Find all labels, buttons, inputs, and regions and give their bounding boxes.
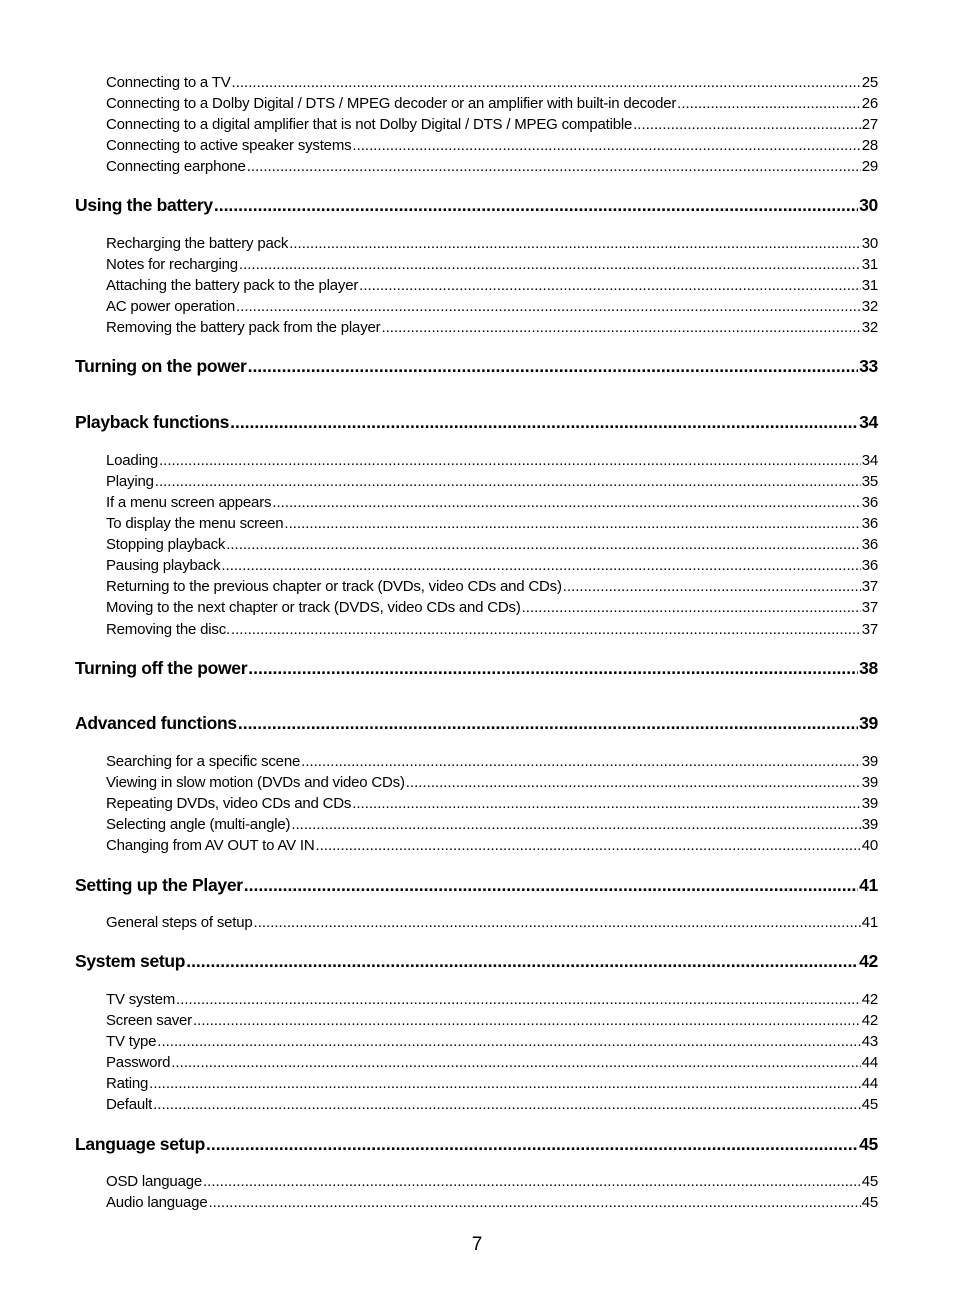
toc-entry-title: To display the menu screen [106, 515, 284, 532]
toc-entry-title: Turning on the power [75, 356, 247, 376]
toc-heading [75, 658, 878, 679]
toc-entry-title: Advanced functions [75, 713, 237, 733]
toc-entry-page: 43 [861, 1033, 878, 1050]
toc-entry [106, 95, 878, 112]
toc-entry [106, 753, 878, 770]
toc-entry-title: Setting up the Player [75, 875, 243, 895]
toc-entry-page: 37 [861, 621, 878, 638]
toc-entry [106, 116, 878, 133]
toc-entry-page: 39 [859, 713, 878, 733]
toc-entry-page: 38 [859, 658, 878, 678]
toc-entry-page: 39 [861, 795, 878, 812]
toc-entry-title: Connecting to a Dolby Digital / DTS / MPEG decoder or an amplifier with built-in decoder [106, 95, 677, 112]
toc-entry [106, 557, 878, 574]
toc-entry [106, 494, 878, 511]
toc-entry [106, 774, 878, 791]
toc-entry-title: Attaching the battery pack to the player [106, 277, 359, 294]
dot-leader [254, 914, 861, 931]
dot-leader [522, 599, 861, 616]
toc-entry [106, 621, 878, 638]
toc-entry-page: 33 [859, 356, 878, 376]
dot-leader [248, 658, 858, 679]
toc-entry [106, 578, 878, 595]
toc-entry-page: 41 [859, 875, 878, 895]
toc-entry-title: Using the battery [75, 195, 213, 215]
toc-entry-title: Default [106, 1096, 153, 1113]
toc-entry-page: 26 [861, 95, 878, 112]
dot-leader [247, 158, 861, 175]
toc-heading [75, 412, 878, 433]
toc-entry-title: Selecting angle (multi-angle) [106, 816, 291, 833]
toc-entry-page: 29 [861, 158, 878, 175]
dot-leader [221, 557, 860, 574]
dot-leader [563, 578, 861, 595]
toc-entry-title: Repeating DVDs, video CDs and CDs [106, 795, 352, 812]
toc-entry-title: Playing [106, 473, 154, 490]
toc-entry-title: System setup [75, 951, 186, 971]
toc-entry-title: Recharging the battery pack [106, 235, 289, 252]
toc-entry [106, 319, 878, 336]
toc-entry-page: 36 [861, 515, 878, 532]
toc-entry-page: 32 [861, 298, 878, 315]
dot-leader [352, 137, 860, 154]
toc-entry-page: 35 [861, 473, 878, 490]
dot-leader [406, 774, 861, 791]
toc-entry-title: TV type [106, 1033, 157, 1050]
toc-entry-page: 45 [861, 1096, 878, 1113]
toc-entry-page: 42 [861, 1012, 878, 1029]
toc-heading [75, 1134, 878, 1155]
toc-entry-title: OSD language [106, 1173, 203, 1190]
toc-entry-page: 25 [861, 74, 878, 91]
toc-entry [106, 74, 878, 91]
dot-leader [232, 74, 861, 91]
toc-entry [106, 914, 878, 931]
dot-leader [149, 1075, 861, 1092]
toc-entry-title: Notes for recharging [106, 256, 238, 273]
dot-leader [155, 473, 861, 490]
dot-leader [157, 1033, 860, 1050]
toc-entry-page: 31 [861, 277, 878, 294]
dot-leader [289, 235, 860, 252]
toc-entry [106, 137, 878, 154]
toc-entry-title: TV system [106, 991, 176, 1008]
page-number: 7 [471, 1234, 483, 1255]
dot-leader [214, 195, 858, 216]
toc-entry-page: 36 [861, 536, 878, 553]
toc-entry [106, 1054, 878, 1071]
toc-entry-title: Pausing playback [106, 557, 221, 574]
toc-entry-page: 36 [861, 494, 878, 511]
toc-entry-title: Connecting to active speaker systems [106, 137, 352, 154]
toc-entry-page: 41 [861, 914, 878, 931]
toc-entry-page: 34 [861, 452, 878, 469]
toc-entry-title: Connecting earphone [106, 158, 246, 175]
toc-entry-title: AC power operation [106, 298, 235, 315]
toc-entry-title: Viewing in slow motion (DVDs and video CDs) [106, 774, 405, 791]
toc-entry-title: Searching for a specific scene [106, 753, 301, 770]
dot-leader [206, 1134, 858, 1155]
toc-entry-title: Language setup [75, 1134, 205, 1154]
toc-entry-title: Removing the disc. [106, 621, 230, 638]
toc-entry-page: 27 [861, 116, 878, 133]
toc-entry-title: Changing from AV OUT to AV IN [106, 837, 315, 854]
dot-leader [236, 298, 861, 315]
dot-leader [284, 515, 860, 532]
dot-leader [153, 1096, 861, 1113]
toc-entry-title: Removing the battery pack from the player [106, 319, 381, 336]
toc-entry-page: 37 [861, 578, 878, 595]
toc-entry-title: Password [106, 1054, 171, 1071]
toc-entry-page: 39 [861, 753, 878, 770]
toc-entry-page: 30 [859, 195, 878, 215]
toc-entry [106, 1012, 878, 1029]
toc-entry [106, 452, 878, 469]
toc-entry [106, 298, 878, 315]
toc-entry-page: 31 [861, 256, 878, 273]
dot-leader [315, 837, 860, 854]
dot-leader [193, 1012, 861, 1029]
toc-entry-title: Playback functions [75, 412, 230, 432]
toc-entry [106, 1096, 878, 1113]
toc-heading [75, 356, 878, 377]
toc-entry-page: 45 [859, 1134, 878, 1154]
dot-leader [301, 753, 861, 770]
dot-leader [230, 412, 858, 433]
toc-heading [75, 875, 878, 896]
toc-entry-page: 42 [859, 951, 878, 971]
toc-entry-title: Stopping playback [106, 536, 226, 553]
toc-entry-page: 36 [861, 557, 878, 574]
toc-entry-title: Loading [106, 452, 158, 469]
toc-entry-title: Moving to the next chapter or track (DVDS, video CDs and CDs) [106, 599, 521, 616]
toc-entry-page: 34 [859, 412, 878, 432]
toc-heading [75, 713, 878, 734]
dot-leader [231, 621, 861, 638]
toc-entry-page: 37 [861, 599, 878, 616]
toc-entry [106, 473, 878, 490]
dot-leader [208, 1194, 860, 1211]
dot-leader [203, 1173, 861, 1190]
toc-entry-title: Connecting to a TV [106, 74, 231, 91]
toc-entry-page: 44 [861, 1075, 878, 1092]
toc-entry-title: If a menu screen appears [106, 494, 272, 511]
toc-entry [106, 1194, 878, 1211]
toc-entry-page: 45 [861, 1173, 878, 1190]
dot-leader [244, 875, 858, 896]
dot-leader [226, 536, 861, 553]
dot-leader [176, 991, 861, 1008]
toc-entry-title: Audio language [106, 1194, 208, 1211]
toc-heading [75, 195, 878, 216]
dot-leader [291, 816, 860, 833]
toc-entry-page: 39 [861, 774, 878, 791]
dot-leader [186, 951, 858, 972]
toc-heading [75, 951, 878, 972]
toc-entry-title: Returning to the previous chapter or track (DVDs, video CDs and CDs) [106, 578, 562, 595]
toc-entry [106, 1173, 878, 1190]
toc-entry-page: 40 [861, 837, 878, 854]
dot-leader [272, 494, 860, 511]
toc-entry [106, 816, 878, 833]
toc-entry [106, 837, 878, 854]
toc-entry [106, 515, 878, 532]
toc-entry-page: 30 [861, 235, 878, 252]
dot-leader [677, 95, 861, 112]
toc-entry-page: 42 [861, 991, 878, 1008]
toc-entry-page: 39 [861, 816, 878, 833]
toc-entry-page: 28 [861, 137, 878, 154]
toc-entry-title: Rating [106, 1075, 149, 1092]
toc-entry-title: General steps of setup [106, 914, 253, 931]
toc-entry [106, 256, 878, 273]
toc-entry-page: 45 [861, 1194, 878, 1211]
dot-leader [381, 319, 860, 336]
toc-entry [106, 158, 878, 175]
toc-entry [106, 277, 878, 294]
dot-leader [633, 116, 861, 133]
toc-entry-title: Turning off the power [75, 658, 248, 678]
toc-entry-page: 32 [861, 319, 878, 336]
toc-entry [106, 599, 878, 616]
toc-entry-page: 44 [861, 1054, 878, 1071]
toc-entry [106, 991, 878, 1008]
dot-leader [171, 1054, 860, 1071]
toc-entry [106, 795, 878, 812]
toc-entry [106, 235, 878, 252]
toc-entry [106, 1033, 878, 1050]
toc-entry-title: Screen saver [106, 1012, 192, 1029]
toc-entry-title: Connecting to a digital amplifier that is not Dolby Digital / DTS / MPEG compatible [106, 116, 633, 133]
dot-leader [248, 356, 859, 377]
dot-leader [359, 277, 861, 294]
dot-leader [238, 713, 858, 734]
toc-entry [106, 1075, 878, 1092]
dot-leader [352, 795, 861, 812]
dot-leader [239, 256, 861, 273]
toc-entry [106, 536, 878, 553]
dot-leader [159, 452, 861, 469]
